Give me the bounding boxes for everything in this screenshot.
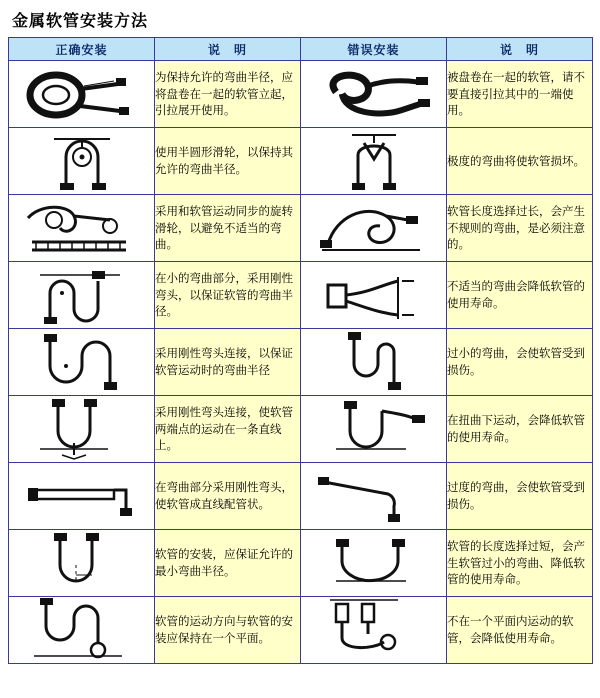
- correct-illustration-cell: [9, 396, 155, 463]
- wrong-note-cell: 在扭曲下运动，会降低软管的使用寿命。: [447, 396, 593, 463]
- correct-note-cell: 在小的弯曲部分，采用刚性弯头，以保证软管的弯曲半径。: [155, 262, 301, 329]
- correct-note-cell: 采用和软管运动同步的旋转滑轮，以避免不适当的弯曲。: [155, 195, 301, 262]
- straight-pipe-with-elbow-icon: [10, 464, 154, 528]
- correct-note-cell: 在弯曲部分采用刚性弯头，使软管成直线配管状。: [155, 463, 301, 530]
- correct-note-cell: 为保持允许的弯曲半径，应将盘卷在一起的软管立起，引拉展开使用。: [155, 61, 301, 128]
- correct-illustration-cell: [9, 262, 155, 329]
- wrong-illustration-cell: [301, 597, 447, 664]
- wrong-note-cell: 软管长度选择过长，会产生不规则的弯曲，是必须注意的。: [447, 195, 593, 262]
- rigid-elbow-connection-icon: [10, 330, 154, 394]
- improper-bend-short-life-icon: [302, 263, 446, 327]
- correct-illustration-cell: [9, 195, 155, 262]
- correct-note-cell: 采用刚性弯头连接，以保证软管运动时的弯曲半径: [155, 329, 301, 396]
- wrong-note-cell: 软管的长度选择过短，会产生软管过小的弯曲、降低软管的使用寿命。: [447, 530, 593, 597]
- out-of-plane-motion-icon: [302, 598, 446, 662]
- rigid-elbow-straight-motion-icon: [10, 397, 154, 461]
- wrong-note-cell: 过度的弯曲，会使软管受到损伤。: [447, 463, 593, 530]
- overlong-hose-irregular-bend-icon: [302, 196, 446, 260]
- same-plane-motion-install-icon: [10, 598, 154, 662]
- tangled-coiled-hose-icon: [302, 62, 446, 126]
- table-row: [9, 463, 593, 530]
- correct-illustration-cell: [9, 329, 155, 396]
- header-wrong-note: 说 明: [447, 38, 593, 61]
- wrong-illustration-cell: [301, 396, 447, 463]
- correct-note-cell: 使用半圆形滑轮，以保持其允许的弯曲半径。: [155, 128, 301, 195]
- correct-note-cell: 采用刚性弯头连接，使软管两端点的运动在一条直线上。: [155, 396, 301, 463]
- table-row: [9, 597, 593, 664]
- correct-illustration-cell: [9, 61, 155, 128]
- table-row: [9, 61, 593, 128]
- correct-illustration-cell: [9, 128, 155, 195]
- wrong-illustration-cell: [301, 262, 447, 329]
- twisting-motion-hose-icon: [302, 397, 446, 461]
- wrong-note-cell: 不在一个平面内运动的软管，会降低使用寿命。: [447, 597, 593, 664]
- wrong-illustration-cell: [301, 128, 447, 195]
- wrong-illustration-cell: [301, 195, 447, 262]
- minimum-bend-radius-install-icon: [10, 531, 154, 595]
- wrong-illustration-cell: [301, 329, 447, 396]
- wrong-note-cell: 过小的弯曲，会使软管受到损伤。: [447, 329, 593, 396]
- wrong-note-cell: 极度的弯曲将使软管损坏。: [447, 128, 593, 195]
- installation-method-table: [8, 37, 593, 664]
- table-row: [9, 396, 593, 463]
- correct-illustration-cell: [9, 530, 155, 597]
- wrong-illustration-cell: [301, 463, 447, 530]
- excess-length-small-bend-icon: [302, 531, 446, 595]
- header-wrong-install: 错误安装: [301, 38, 447, 61]
- table-row: [9, 262, 593, 329]
- correct-illustration-cell: [9, 597, 155, 664]
- table-row: [9, 329, 593, 396]
- header-correct-note: 说 明: [155, 38, 301, 61]
- too-small-bend-radius-icon: [302, 330, 446, 394]
- coiled-hose-reel-icon: [10, 62, 154, 126]
- excessive-bend-damage-icon: [302, 464, 446, 528]
- header-correct-install: 正确安装: [9, 38, 155, 61]
- wrong-illustration-cell: [301, 530, 447, 597]
- sharp-v-bend-hose-icon: [302, 129, 446, 193]
- wrong-illustration-cell: [301, 61, 447, 128]
- rigid-bend-small-radius-icon: [10, 263, 154, 327]
- correct-note-cell: 软管的安装，应保证允许的最小弯曲半径。: [155, 530, 301, 597]
- wrong-note-cell: 不适当的弯曲会降低软管的使用寿命。: [447, 262, 593, 329]
- semicircular-pulley-loop-icon: [10, 129, 154, 193]
- synchronized-rotating-pulley-icon: [10, 196, 154, 260]
- table-row: [9, 128, 593, 195]
- table-row: [9, 530, 593, 597]
- correct-illustration-cell: [9, 463, 155, 530]
- wrong-note-cell: 被盘卷在一起的软管，请不要直接引拉其中的一端使用。: [447, 61, 593, 128]
- table-header-row: [9, 38, 593, 61]
- page-title: 金属软管安装方法: [12, 11, 149, 30]
- table-row: [9, 195, 593, 262]
- correct-note-cell: 软管的运动方向与软管的安装应保持在一个平面。: [155, 597, 301, 664]
